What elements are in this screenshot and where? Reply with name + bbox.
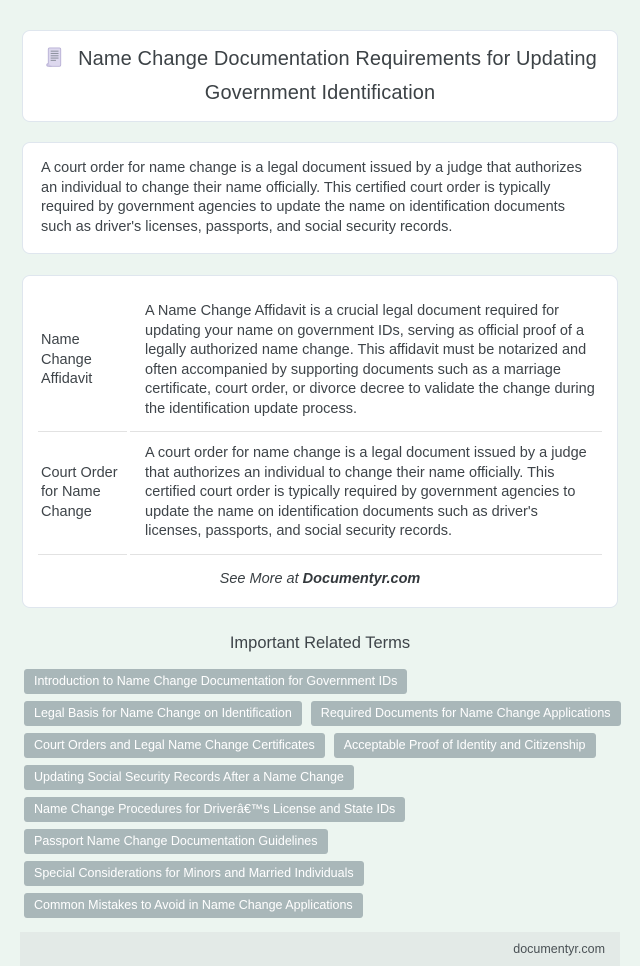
related-terms-heading: Important Related Terms: [229, 633, 411, 652]
tag-row: [22, 797, 618, 822]
page-title-text: Name Change Documentation Requirements for Updating Government Identification: [78, 48, 597, 104]
related-terms-list: [22, 669, 618, 918]
term-name: Name Change Affidavit: [38, 290, 127, 432]
tag-row: [22, 701, 618, 726]
footer-site-link[interactable]: documentyr.com: [513, 941, 605, 956]
intro-text: A court order for name change is a legal document issued by a judge that authorizes an individual to change their name officially. This certified court order is typically required by government agencies to update the name on identification documents such as driver's licenses, passports, and social security records.: [41, 160, 582, 235]
page-title: [43, 44, 597, 108]
tag-row: [22, 893, 618, 918]
header-card: [22, 30, 618, 122]
term-definition: A Name Change Affidavit is a crucial legal document required for updating your name on government IDs, serving as official proof of a legally authorized name change. This affidavit must be notarized and often accompanied by supporting documents such as a marriage certificate, court order, or divorce decree to validate the change during the identification update process.: [130, 290, 602, 432]
terms-table: [35, 290, 605, 555]
terms-table-card: [22, 275, 618, 608]
term-definition: A court order for name change is a legal document issued by a judge that authorizes an individual to change their name officially. This certified court order is typically required by government agencies to update the name on identification documents such as driver's licenses, passports, and social security records.: [130, 432, 602, 555]
related-term-tag[interactable]: Special Considerations for Minors and Married Individuals: [24, 861, 364, 886]
related-term-tag[interactable]: Required Documents for Name Change Applications: [311, 701, 621, 726]
related-term-tag[interactable]: Court Orders and Legal Name Change Certificates: [24, 733, 325, 758]
table-row: [38, 290, 602, 432]
see-more-link[interactable]: Documentyr.com: [302, 570, 421, 587]
tag-row: [22, 829, 618, 854]
related-term-tag[interactable]: Name Change Procedures for Driverâ€™s License and State IDs: [24, 797, 405, 822]
receipt-icon: [43, 46, 66, 78]
tag-row: [22, 861, 618, 886]
table-row: [38, 432, 602, 555]
related-term-tag[interactable]: Passport Name Change Documentation Guidelines: [24, 829, 328, 854]
related-term-tag[interactable]: Acceptable Proof of Identity and Citizenship: [334, 733, 596, 758]
related-term-tag[interactable]: Common Mistakes to Avoid in Name Change Applications: [24, 893, 363, 918]
tag-row: [22, 765, 618, 790]
see-more-line: [35, 571, 605, 587]
see-more-text: See More at: [219, 570, 303, 587]
tag-row: [22, 669, 618, 694]
related-term-tag[interactable]: Introduction to Name Change Documentation for Government IDs: [24, 669, 407, 694]
intro-card: [22, 142, 618, 254]
related-term-tag[interactable]: Legal Basis for Name Change on Identification: [24, 701, 302, 726]
term-name: Court Order for Name Change: [38, 432, 127, 555]
tag-row: [22, 733, 618, 758]
related-term-tag[interactable]: Updating Social Security Records After a Name Change: [24, 765, 354, 790]
footer: [20, 932, 620, 966]
